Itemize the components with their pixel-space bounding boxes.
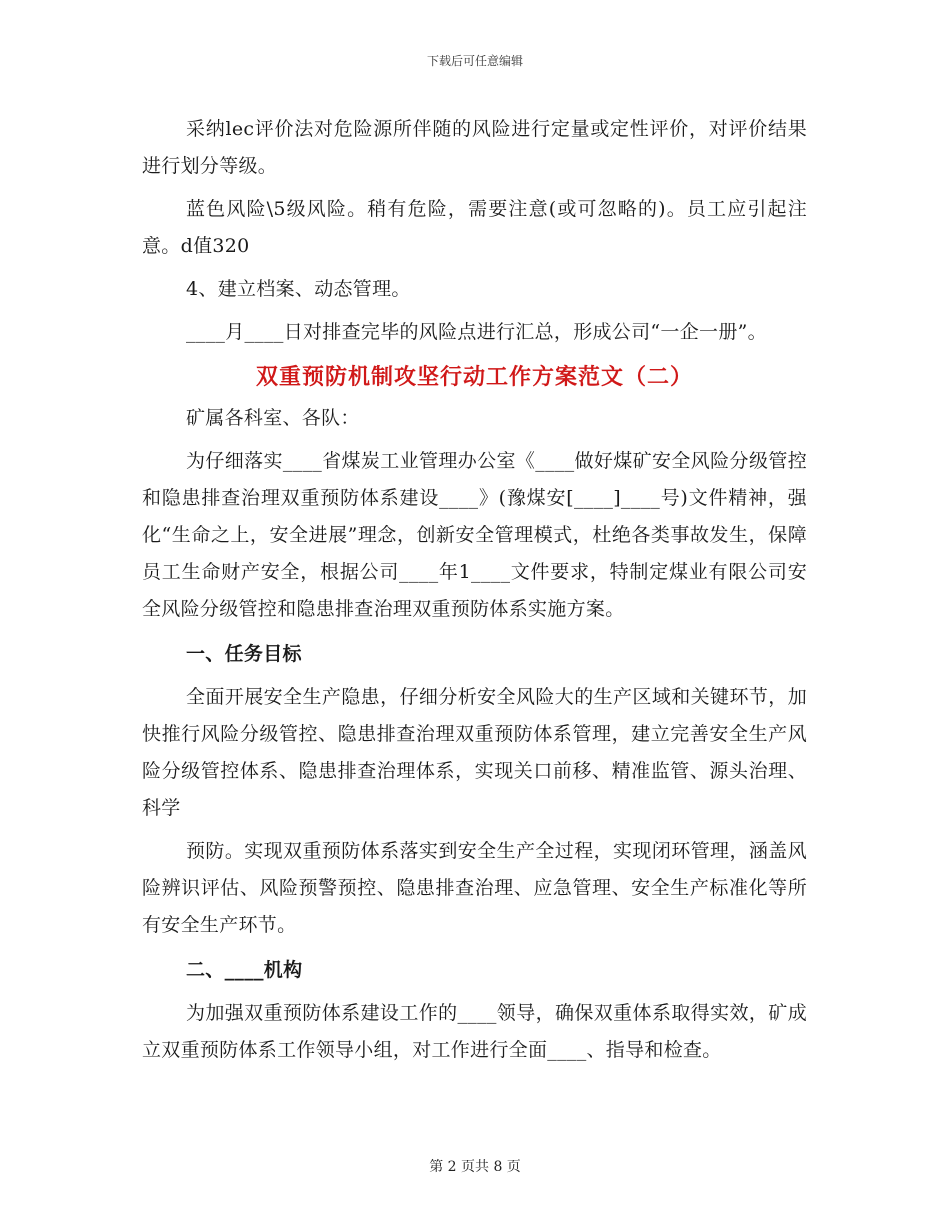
page-header: 下载后可任意编辑 (426, 54, 523, 68)
paragraph-prevention: 预防。实现双重预防体系落实到安全生产全过程，实现闭环管理，涵盖风险辨识评估、风险预警预控、隐患排查治理、应急管理、安全生产标准化等所有安全生产环节。 (142, 840, 807, 936)
paragraph-summary: ____月____日对排查完毕的风险点进行汇总，形成公司“一企一册”。 (186, 321, 767, 343)
paragraph-task-goal: 全面开展安全生产隐患，仔细分析安全风险大的生产区域和关键环节，加快推行风险分级管控、隐患排查治理双重预防体系管理，建立完善安全生产风险分级管控体系、隐患排查治理体系，实现关口前移、精准监管、源头治理、科学 (142, 686, 807, 819)
heading-organization: 二、____机构 (186, 959, 303, 981)
paragraph-organization: 为加强双重预防体系建设工作的____领导，确保双重体系取得实效，矿成立双重预防体系工作领导小组，对工作进行全面____、指导和检查。 (142, 1002, 807, 1061)
paragraph-intro: 为仔细落实____省煤炭工业管理办公室《____做好煤矿安全风险分级管控和隐患排查治理双重预防体系建设____》(豫煤安[____]____号)文件精神，强化“生命之上，安全进展”理念，创新安全管理模式，杜绝各类事故发生，保障员工生命财产安全，根据公司____年1____文件要求，特制定煤业有限公司安全风险分级管控和隐患排查治理双重预防体系实施方案。 (142, 450, 807, 620)
paragraph-archive: 4、建立档案、动态管理。 (186, 278, 411, 300)
paragraph-addressee: 矿属各科室、各队： (186, 407, 360, 429)
paragraph-lec-evaluation: 采纳lec评价法对危险源所伴随的风险进行定量或定性评价，对评价结果进行划分等级。 (142, 118, 807, 177)
document-body (142, 111, 807, 1069)
page-footer: 第 2 页共 8 页 (429, 1159, 521, 1175)
heading-task-goal: 一、任务目标 (186, 643, 302, 665)
paragraph-blue-risk: 蓝色风险\5级风险。稍有危险，需要注意(或可忽略的)。员工应引起注意。d值320 (142, 198, 807, 257)
section-title: 双重预防机制攻坚行动工作方案范文（二） (255, 364, 693, 390)
